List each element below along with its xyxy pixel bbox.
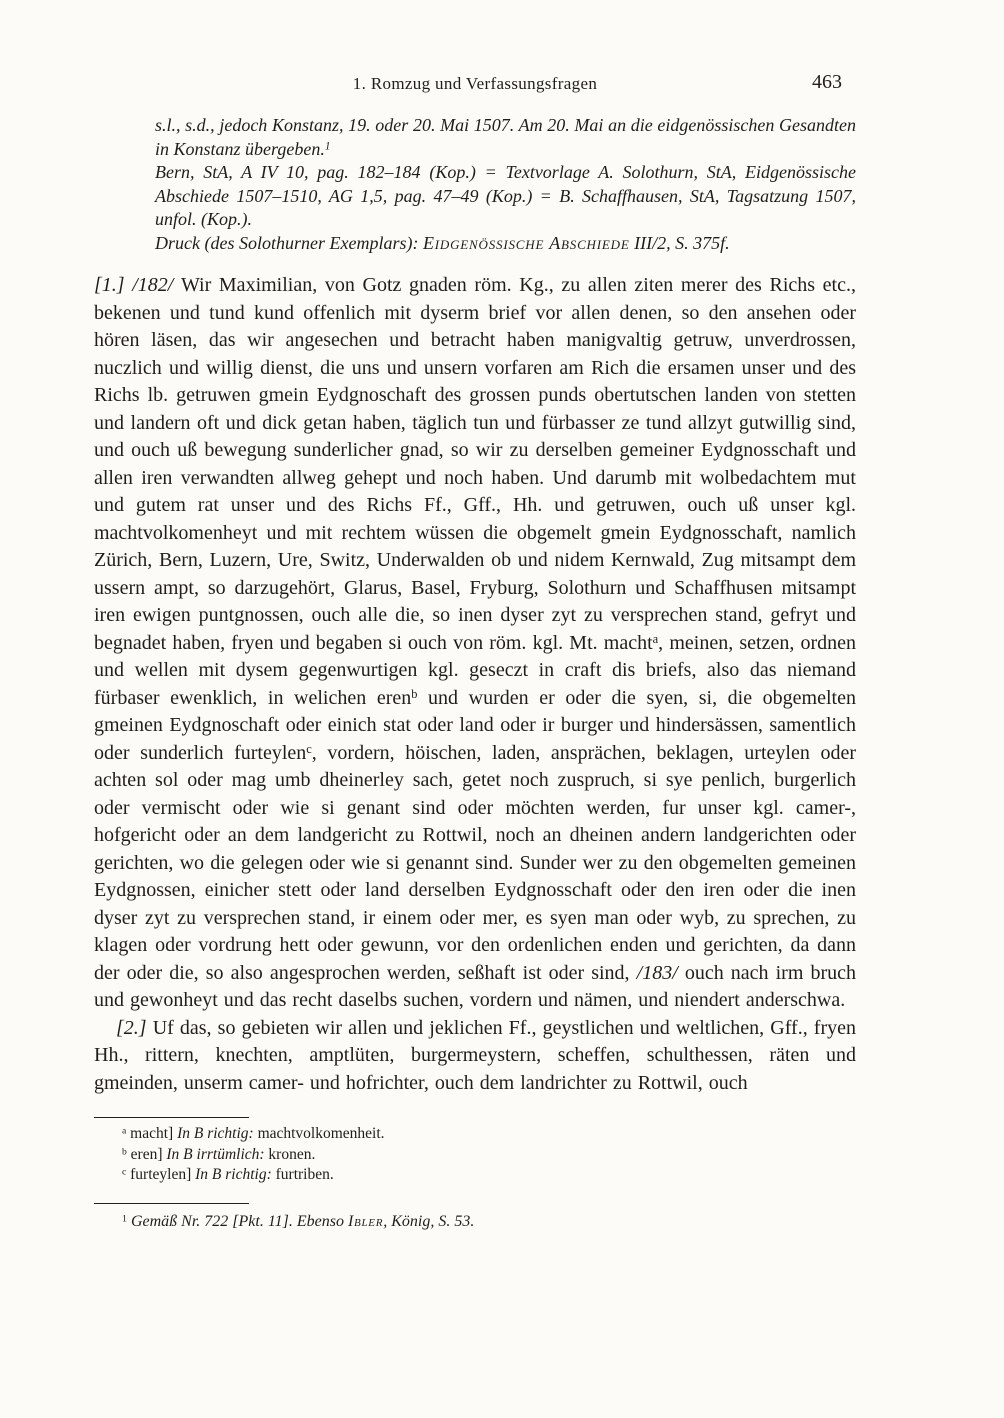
- footnote-1: $^1$ Gemäß Nr. 722 [Pkt. 11]. Ebenso Ibler, König, S. 53.: [122, 1212, 475, 1230]
- apparatus-note-c: $^c$ furteylen] In B richtig: furtriben.: [122, 1166, 334, 1183]
- apparatus-divider-rule: [94, 1117, 249, 1118]
- page-header: [94, 71, 856, 102]
- source-line-print: Druck (des Solothurner Exemplars): Eidgenössische Abschiede III/2, S. 375f.: [155, 232, 730, 253]
- paragraph-2: [2.] Uf das, so gebieten wir allen und jeklichen Ff., geystlichen und weltlichen, Gff., fryen Hh., rittern, knechten, amptlüten, burgermeystern, scheffen, schulthessen, räten und gmeinden, unserm camer- und hofrichter, ouch dem landrichter zu Rottwil, ouch: [94, 1016, 856, 1094]
- apparatus-note-a: $^a$ macht] In B richtig: machtvolkomenheit.: [122, 1125, 385, 1142]
- source-line-archives: Bern, StA, A IV 10, pag. 182–184 (Kop.) = Textvorlage A. Solothurn, StA, Eidgenössische Abschiede 1507–1510, AG 1,5, pag. 47–49 (Kop.) = B. Schaffhausen, StA, Tagsatzung 1507, unfol. (Kop.).: [155, 162, 856, 229]
- paragraph-1: [1.] /182/ Wir Maximilian, von Gotz gnaden röm. Kg., zu allen ziten merer des Richs etc., bekenen und tund kund offenlich mit dyserm brief vor allen denen, so den ansehen oder hören läsen, das wir angesechen und betracht haben manigvaltig getruw, unverdrossen, nuczlich und willig dienst, die uns und unsern vorfaren am Rich die ersamen unser und des Richs lb. getruwen gmein Eydgnoschaft des grossen punds obertutschen landen von stetten und landern oft und dick getan haben, täglich tun und fürbasser ze tund allzyt gutwillig sind, und ouch uß bewegung sunderlicher gnad, so wir zu derselben gemeiner Eydgnosschaft und allen iren verwandten allweg gehept und noch haben. Und darumb mit wolbedachtem mut und gutem rat unser und des Richs Ff., Gff., Hh. und getruwen, ouch uß unser kgl. machtvolkomenheyt und mit rechtem wüssen die obgemelt gmein Eydgnosschaft, namlich Zürich, Bern, Luzern, Ure, Switz, Underwalden ob und nidem Kernwald, Zug mitsampt dem ussern ampt, so darzugehört, Glarus, Basel, Fryburg, Solothurn und Schaffhusen mitsampt iren ewigen puntgnossen, ouch alle die, so inen dyser zyt zu versprechen stand, gefryt und begnadet haben, fryen und begaben si ouch von röm. kgl. Mt. macht$^a$, meinen, setzen, ordnen und wellen mit dysem gegenwurtigen kgl. geseczt in craft dis briefs, also das niemand fürbaser ewenklich, in welichen eren$^b$ und wurden er oder die syen, si, die obgemelten gmeinen Eydgnoschaft oder einich stat oder land oder ir burger und hindersässen, samentlich oder sunderlich furteylen$^c$, vordern, höischen, laden, ansprächen, beklagen, urteylen oder achten sol oder mag umb dheinerley sach, getet noch zuspruch, si sye penlich, burgerlich oder vermischt oder wie si genant sind oder möchten werden, fur unser kgl. camer-, hofgericht oder an dem landgericht zu Rottwil, noch an dheinen andern landgerichten oder gerichten, wo die gelegen oder wie si genannt sind. Sunder wer zu den obgemelten gemeinen Eydgnossen, einicher stett oder land derselben Eydgnosschaft oder den iren oder die inen dyser zyt zu versprechen stand, ir einem oder mer, es syen man oder wyb, zu sprechen, zu klagen oder vordrung hett oder gewunn, vor den ordenlichen enden und gerichten, da dann der oder die, so also angesprochen werden, seßhaft ist oder sind, /183/ ouch nach irm bruch und gewonheyt und das recht daselbs suchen, vordern und nämen, und niendert anderschwa.: [94, 274, 857, 1011]
- source-description-block: [155, 114, 856, 255]
- footnote-block: [94, 1211, 856, 1232]
- source-line-dating: s.l., s.d., jedoch Konstanz, 19. oder 20. Mai 1507. Am 20. Mai an die eidgenössischen Gesandten in Konstanz übergeben.$^1$: [155, 115, 856, 159]
- running-head: 1. Romzug und Verfassungsfragen: [352, 74, 598, 93]
- apparatus-note-b: $^b$ eren] In B irrtümlich: kronen.: [122, 1145, 316, 1163]
- page-number: 463: [812, 71, 842, 93]
- critical-apparatus: [94, 1124, 856, 1186]
- edition-text: [94, 272, 856, 1097]
- footnote-divider-rule: [94, 1203, 249, 1204]
